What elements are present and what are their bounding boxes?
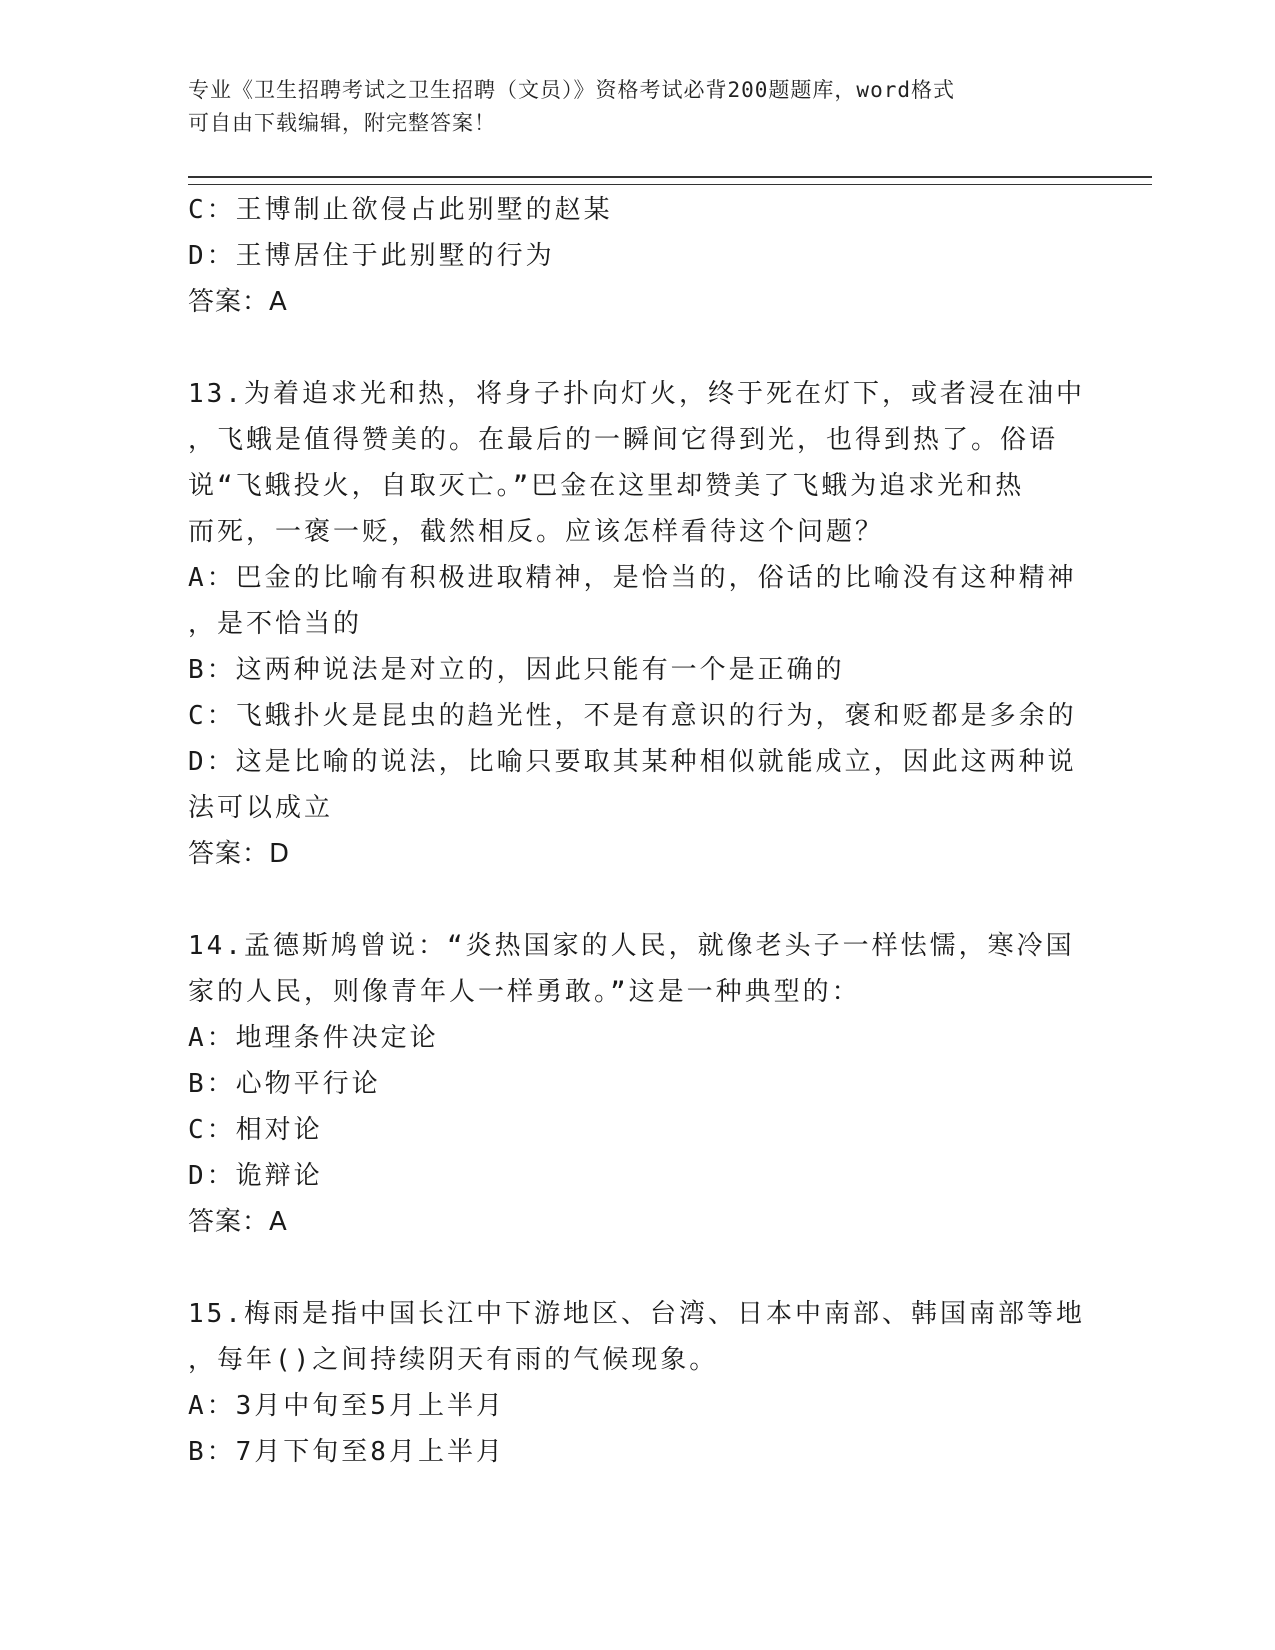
answer-label: 答案：A bbox=[188, 287, 288, 317]
question-stem-line: ，飞蛾是值得赞美的。在最后的一瞬间它得到光，也得到热了。俗语 bbox=[188, 425, 1059, 455]
option-b: B：心物平行论 bbox=[188, 1069, 381, 1099]
option-c: C：王博制止欲侵占此别墅的赵某 bbox=[188, 195, 613, 225]
option-b: B：7月下旬至8月上半月 bbox=[188, 1437, 505, 1467]
option-d: D：这是比喻的说法，比喻只要取其某种相似就能成立，因此这两种说 bbox=[188, 747, 1077, 777]
answer-label: 答案：D bbox=[188, 839, 291, 869]
option-c: C：飞蛾扑火是昆虫的趋光性，不是有意识的行为，褒和贬都是多余的 bbox=[188, 701, 1077, 731]
question-stem-line: ，每年()之间持续阴天有雨的气候现象。 bbox=[188, 1345, 719, 1375]
option-c: C：相对论 bbox=[188, 1115, 323, 1145]
option-a: A：3月中旬至5月上半月 bbox=[188, 1391, 505, 1421]
question-stem-line: 说“飞蛾投火，自取灭亡。”巴金在这里却赞美了飞蛾为追求光和热 bbox=[188, 471, 1025, 501]
header-divider bbox=[188, 176, 1152, 185]
header-title-line-1: 专业《卫生招聘考试之卫生招聘（文员）》资格考试必背200题题库，word格式 bbox=[188, 78, 955, 102]
option-b: B：这两种说法是对立的，因此只能有一个是正确的 bbox=[188, 655, 845, 685]
question-12-tail bbox=[188, 187, 1088, 325]
header-title-line-2: 可自由下载编辑，附完整答案！ bbox=[188, 111, 496, 135]
document-header bbox=[188, 74, 1068, 140]
option-a: A：巴金的比喻有积极进取精神，是恰当的，俗话的比喻没有这种精神 bbox=[188, 563, 1077, 593]
question-stem-line: 14.孟德斯鸠曾说：“炎热国家的人民，就像老头子一样怯懦，寒冷国 bbox=[188, 931, 1075, 961]
spacer bbox=[188, 877, 1088, 923]
option-d: D：诡辩论 bbox=[188, 1161, 323, 1191]
question-stem-line: 13.为着追求光和热，将身子扑向灯火，终于死在灯下，或者浸在油中 bbox=[188, 379, 1085, 409]
spacer bbox=[188, 325, 1088, 371]
question-14 bbox=[188, 923, 1088, 1245]
question-stem-line: 而死，一褒一贬，截然相反。应该怎样看待这个问题？ bbox=[188, 517, 885, 547]
answer-label: 答案：A bbox=[188, 1207, 288, 1237]
option-d: D：王博居住于此别墅的行为 bbox=[188, 241, 555, 271]
question-stem-line: 15.梅雨是指中国长江中下游地区、台湾、日本中南部、韩国南部等地 bbox=[188, 1299, 1085, 1329]
spacer bbox=[188, 1245, 1088, 1291]
option-a: A：地理条件决定论 bbox=[188, 1023, 439, 1053]
option-d-continued: 法可以成立 bbox=[188, 793, 334, 823]
question-stem-line: 家的人民，则像青年人一样勇敢。”这是一种典型的： bbox=[188, 977, 861, 1007]
option-a-continued: ，是不恰当的 bbox=[188, 609, 363, 639]
question-13 bbox=[188, 371, 1088, 877]
question-15 bbox=[188, 1291, 1088, 1475]
question-content bbox=[188, 187, 1088, 1475]
